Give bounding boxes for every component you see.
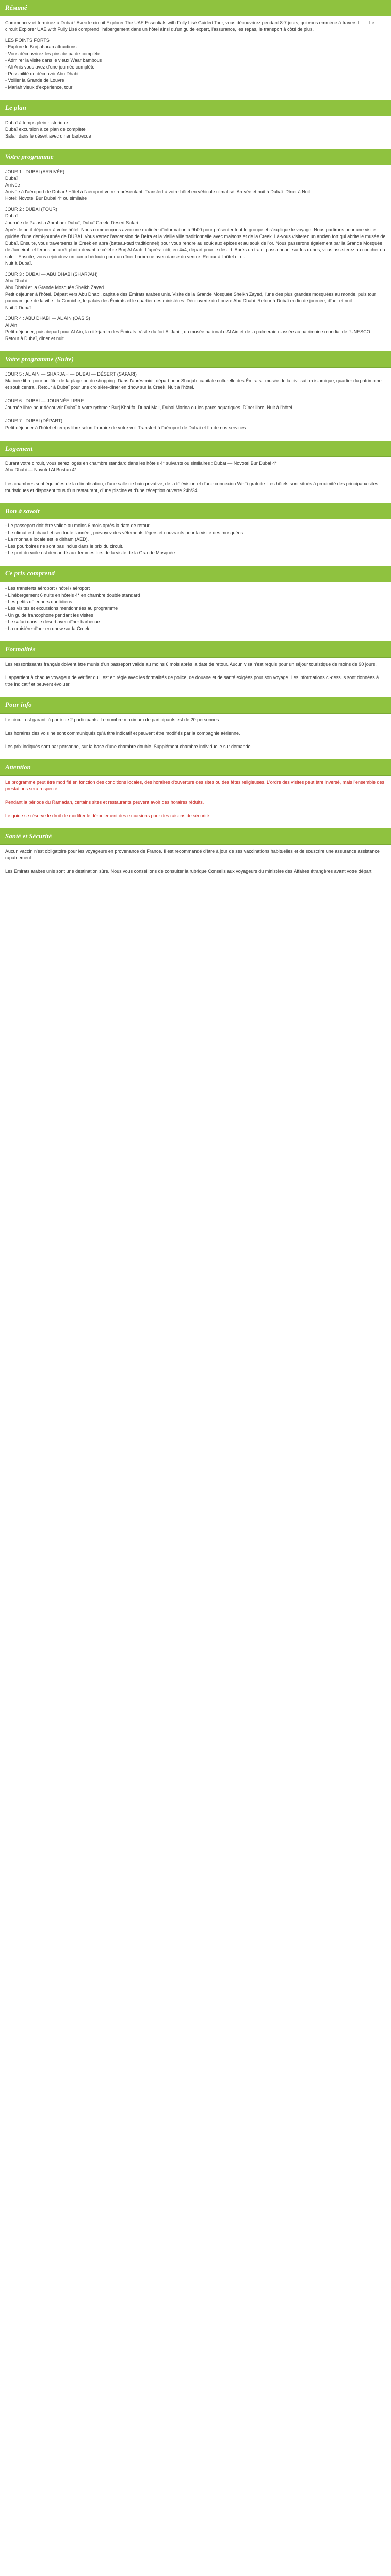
sante-title: Santé et Sécurité bbox=[0, 828, 391, 845]
itinerary-day: JOUR 1 : DUBAI (ARRIVÉE) Dubaï Arrivée Arrivée à l'aéroport de Dubaï ! Hôtel à l'aéroport votre représentant. Transfert à votre hôtel en véhicule climatisé. Arrivée et nuit à Dubaï. Dîner à Nuit. Hotel: Novotel Bur Dubai 4* ou similaire bbox=[5, 169, 312, 201]
programme-suite-body: JOUR 5 : AL AIN — SHARJAH — DUBAI — DÉSERT (SAFARI) Matinée libre pour profiter de la plage ou du shopping. Dans l'après-midi, départ pour Sharjah, capitale culturelle des Émirats : musée de la civilisation islamique, quartier du patrimoine et souk central. Retour à Dubaï pour une croisière-dîner en dhow sur la Creek. Nuit à l'hôtel. JOUR 6 : DUBAI — JOURNÉE LIBRE Journée libre pour découvrir Dubaï à votre rythme : Burj Khalifa, Dubai Mall, Dubai Marina ou les parcs aquatiques. Dîner libre. Nuit à l'hôtel. JOUR 7 : DUBAI (DÉPART) Petit déjeuner à l'hôtel et temps libre selon l'horaire de votre vol. Transfert à l'aéroport de Dubaï et fin de nos services. bbox=[5, 371, 382, 431]
inclus-body: - Les transferts aéroport / hôtel / aéroport - L'hébergement 6 nuits en hôtels 4* en chambre double standard - Les petits déjeuners quotidiens - Les visites et excursions mentionnées au programme - Un guide francophone pendant les visites - Le safari dans le désert avec dîner barbecue - La croisière-dîner en dhow sur la Creek bbox=[5, 585, 140, 631]
attention-title: Attention bbox=[0, 759, 391, 776]
itinerary-day: JOUR 3 : DUBAI — ABU DHABI (SHARJAH) Abu Dhabi Abu Dhabi et la Grande Mosquée Sheikh Zayed Petit déjeuner à l'hôtel. Départ vers Abu Dhabi, capitale des Émirats arabes unis. Visite de la Grande Mosquée Sheikh Zayed, l'une des plus grandes mosquées au monde, puis tour panoramique de la ville : la Corniche, le palais des Émirats et le quartier des ministères. Découverte du Louvre Abu Dhabi. Retour à Dubaï en fin de journée, dîner et nuit. Nuit à Dubaï. bbox=[5, 271, 376, 311]
bon-a-savoir-title: Bon à savoir bbox=[0, 503, 391, 520]
attention-body: Le programme peut être modifié en fonction des conditions locales, des horaires d'ouverture des sites ou des fêtes religieuses. L'ordre des visites peut être inversé, mais l'ensemble des prestations sera respecté. Pendant la période du Ramadan, certains sites et restaurants peuvent avoir des horaires réduits. Le guide se réserve le droit de modifier le déroulement des excursions pour des raisons de sécurité. bbox=[5, 779, 385, 819]
pour-info-section bbox=[0, 697, 391, 759]
logement-section bbox=[0, 441, 391, 503]
resume-intro: Commencez et terminez à Dubaï ! Avec le circuit Explorer The UAE Essentials with Fully Lisé Guided Tour, vous découvrirez pendant 8-7 jours, qui vous emmène à travers l... ... Le circuit Explorer UAE with Fully Lisé comprend l'hébergement dans un hôtel ainsi qu'un guide expert, l'assurance, les repas, le transport à côté de plus. bbox=[5, 20, 374, 32]
itinerary-section bbox=[0, 149, 391, 351]
logement-body: Durant votre circuit, vous serez logés en chambre standard dans les hôtels 4* suivants ou similaires : Dubaï — Novotel Bur Dubai 4* Abu Dhabi — Novotel Al Bustan 4* Les chambres sont équipées de la climatisation, d'une salle de bain privative, de la télévision et d'une connexion Wi-Fi gratuite. Les hôtels sont situés à proximité des principaux sites touristiques et disposent tous d'un restaurant, d'une piscine et d'une réception ouverte 24h/24. bbox=[5, 461, 378, 493]
itinerary-title: Votre programme bbox=[0, 149, 391, 165]
resume-highlights: LES POINTS FORTS - Explore le Burj al-arab attractions - Vous découvrirez les pins de pa de complète - Admirer la visite dans le vieux Waar bambous - Ali Anis vous avez d'une journée complète - Possibilité de découvrir Abu Dhabi - Voilier la Grande de Louvre - Mariah vieux d'expérience, tour bbox=[5, 37, 102, 90]
sante-body: Aucun vaccin n'est obligatoire pour les voyageurs en provenance de France. Il est recommandé d'être à jour de ses vaccinations habituelles et de souscrire une assurance assistance rapatriement. Les Émirats arabes unis sont une destination sûre. Nous vous conseillons de consulter la rubrique Conseils aux voyageurs du ministère des Affaires étrangères avant votre départ. bbox=[5, 848, 380, 874]
logement-title: Logement bbox=[0, 441, 391, 457]
resume-title: Résumé bbox=[0, 0, 391, 16]
resume-section bbox=[0, 0, 391, 100]
formalites-section bbox=[0, 641, 391, 697]
formalites-body: Les ressortissants français doivent être munis d'un passeport valide au moins 6 mois après la date de retour. Aucun visa n'est requis pour un séjour touristique de moins de 90 jours. Il appartient à chaque voyageur de vérifier qu'il est en règle avec les formalités de police, de douane et de santé exigées pour son voyage. Les informations ci-dessus sont données à titre indicatif et peuvent évoluer. bbox=[5, 661, 379, 687]
programme-suite-section bbox=[0, 351, 391, 440]
inclus-title: Ce prix comprend bbox=[0, 566, 391, 582]
plan-section bbox=[0, 100, 391, 149]
sante-section bbox=[0, 828, 391, 884]
pour-info-body: Le circuit est garanti à partir de 2 participants. Le nombre maximum de participants est de 20 personnes. Les horaires des vols ne sont communiqués qu'à titre indicatif et peuvent être modifiés par la compagnie aérienne. Les prix indiqués sont par personne, sur la base d'une chambre double. Supplément chambre individuelle sur demande. bbox=[5, 717, 252, 749]
programme-suite-title: Votre programme (Suite) bbox=[0, 351, 391, 368]
formalites-title: Formalités bbox=[0, 641, 391, 658]
itinerary-day: JOUR 4 : ABU DHABI — AL AIN (OASIS) Al Ain Petit déjeuner, puis départ pour Al Ain, la cité-jardin des Émirats. Visite du fort Al Jahili, du musée national d'Al Ain et de la palmeraie classée au patrimoine mondial de l'UNESCO. Retour à Dubaï, dîner et nuit. bbox=[5, 316, 372, 342]
plan-title: Le plan bbox=[0, 100, 391, 116]
bon-a-savoir-section bbox=[0, 503, 391, 566]
itinerary-day: JOUR 2 : DUBAI (TOUR) Dubaï Journée de Palastia Abraham Dubaï, Dubaï Creek, Desert Safari Après le petit déjeuner à votre hôtel. Nous commençons avec une matinée d'information à 9h00 pour présenter tout le groupe et s'explique le voyage. Nous partirons pour une visite guidée d'une demi-journée de DUBAI. Vous verrez l'ascension de Deira et la vieille ville traditionnelle avec maisons et de la Creek. Là-vous visiterez un ancien fort qui abrite le musée de Dubaï. Ensuite, vous traverserez la Creek en abra (bateau-taxi traditionnel) pour vous rendre au souk aux épices et au souk de l'or. Nous passerons également par la Grande Mosquée de Jumeirah et ferons un arrêt photo devant le célèbre Burj Al Arab. L'après-midi, en 4x4, départ pour le désert. Après un trajet passionnant sur les dunes, vous assisterez au coucher du soleil. Ensuite, vous rejoindrez un camp bédouin pour un dîner barbecue avec danse du ventre. Retour à l'hôtel et nuit. Nuit à Dubaï. bbox=[5, 207, 386, 266]
inclus-section bbox=[0, 566, 391, 641]
pour-info-title: Pour info bbox=[0, 697, 391, 714]
attention-section bbox=[0, 759, 391, 828]
plan-body: Dubaï à temps plein historique Dubaï excursion à ce plan de complète Safari dans le désert avec diner barbecue bbox=[5, 120, 91, 139]
bon-a-savoir-body: - Le passeport doit être valide au moins 6 mois après la date de retour. - Le climat est chaud et sec toute l'année ; prévoyez des vêtements légers et couvrants pour la visite des mosquées. - La monnaie locale est le dirham (AED). - Les pourboires ne sont pas inclus dans le prix du circuit. - Le port du voile est demandé aux femmes lors de la visite de la Grande Mosquée. bbox=[5, 523, 245, 555]
